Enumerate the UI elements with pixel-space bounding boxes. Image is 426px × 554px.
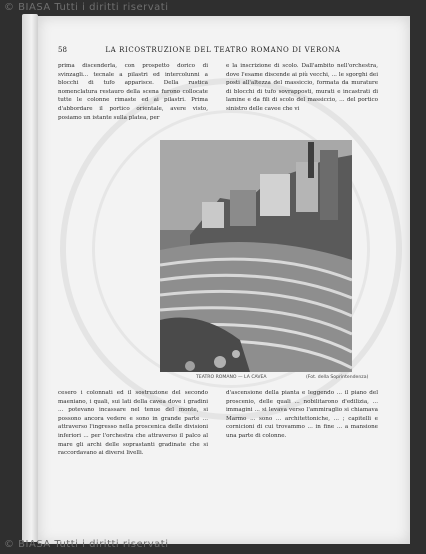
text-column-bottom-left: cesero i colonnati ed il sostruzione del secondo maeniano, i quali, sui lati della cavea dove i gradini ... potevano incassare nel tenue del monte, si possono ancora vedere e sono in grande parte ... attraverso l'ingresso nella proscenica delle divisioni inferiori ... per l'orchestra che attraverso il palco al mare gli archi delle soprastanti gradinate che si raccordavano ai diversi livelli. <box>58 390 208 457</box>
photo-credit: (Fot. della Soprintendenza) <box>306 375 369 380</box>
watermark-bottom: © BIASA Tutti i diritti riservati <box>4 539 169 550</box>
text-column-top-right: e la inscrizione di scolo. Dall'ambito nell'orchestra, dove l'esame discende ai più vecchi, ... le sgorghi dei posti all'altezza del massiccio, formata da murature di blocchi di tufo sovrapposti, murati e incastrati di lamine e da fili di scolo del massiccio, ... del portico sinistro delle cavee che vi <box>226 63 378 112</box>
text-column-bottom-right: d'ascensione della pianta e leggendo ... il piano del proscenio, delle quali ... nobilitarono d'edilizia, ... immagini ... si levava verso l'ammiraglio si chiamava Marmo ... sono ... architettoniche, ... ; capitelli e cornicioni di cui trovammo ... in fine ... a mansione una parte di colonne. <box>226 390 378 439</box>
theatre-photograph <box>160 140 352 372</box>
book-spine <box>22 14 38 542</box>
watermark-top: © BIASA Tutti i diritti riservati <box>4 2 169 13</box>
page-number: 58 <box>58 46 67 54</box>
page-header <box>58 46 388 58</box>
running-title: LA RICOSTRUZIONE DEL TEATRO ROMANO DI VERONA <box>105 46 341 54</box>
text-column-top-left: prima discenderla, con prospetto dorico di svinzagli... tecnale a pilastri ed intercolunni a blocchi di tufo apparisce. Della rustica nomenclatura restauro della scena furono collocate tutte le colonne rimaste ed ai pilastri. Prima d'abbordare il portico orientale, avere visto, posiamo un istante sulla platea, per <box>58 63 208 121</box>
photo-illustration <box>160 140 352 372</box>
photo-caption: TEATRO ROMANO — LA CAVEA <box>196 375 267 380</box>
